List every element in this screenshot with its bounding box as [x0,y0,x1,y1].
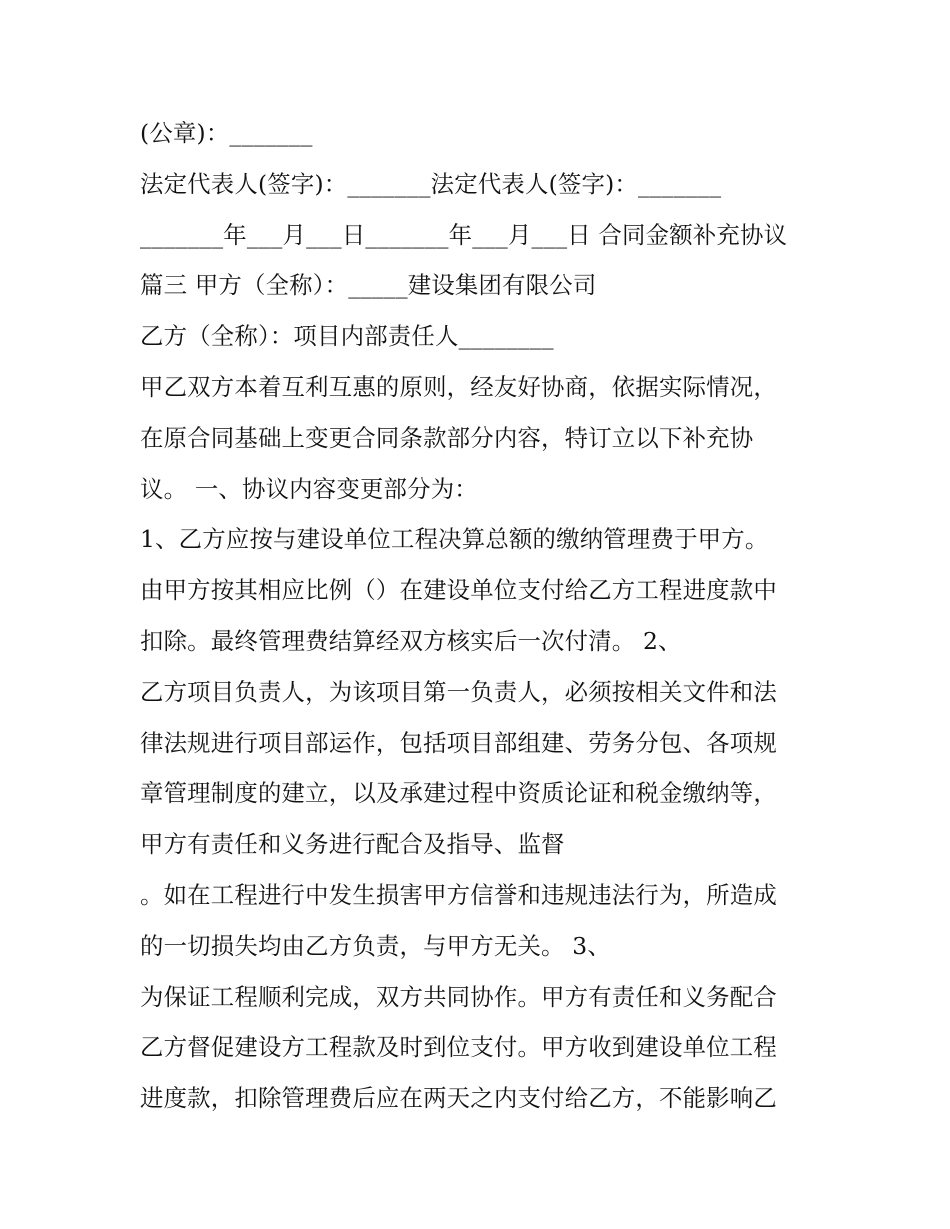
text-line: 为保证工程顺利完成，双方共同协作。甲方有责任和义务配合 [140,982,777,1011]
text-line: 在原合同基础上变更合同条款部分内容，特订立以下补充协 [140,423,754,452]
text-line: 甲方有责任和义务进行配合及指导、监督 [140,830,565,859]
text-line: 篇三 甲方（全称）：_____建设集团有限公司 [140,271,597,300]
document-body [140,108,820,1124]
text-line: 乙方项目负责人，为该项目第一负责人，必须按相关文件和法 [140,677,777,706]
text-line: 议。 一、协议内容变更部分为： [140,474,478,503]
text-line: 的一切损失均由乙方负责，与甲方无关。 3、 [140,931,611,960]
text-line: 乙方（全称）：项目内部责任人________ [140,322,554,351]
text-line: (公章)：_______ [140,119,313,147]
text-line: 乙方督促建设方工程款及时到位支付。甲方收到建设单位工程 [140,1033,777,1062]
text-line: _______年___月___日_______年___月___日 合同金额补充协议 [140,220,788,249]
text-line: 法定代表人(签字)：_______法定代表人(签字)：_______ [140,169,722,198]
text-line: 。如在工程进行中发生损害甲方信誉和违规违法行为，所造成 [140,880,777,909]
text-line: 1、乙方应按与建设单位工程决算总额的缴纳管理费于甲方。 [140,525,769,554]
text-line: 章管理制度的建立，以及承建过程中资质论证和税金缴纳等， [140,779,777,808]
text-line: 进度款，扣除管理费后应在两天之内支付给乙方，不能影响乙 [140,1084,777,1113]
text-line: 甲乙双方本着互利互惠的原则，经友好协商，依据实际情况， [140,372,777,401]
text-line: 由甲方按其相应比例（）在建设单位支付给乙方工程进度款中 [140,576,777,605]
text-line: 扣除。最终管理费结算经双方核实后一次付清。 2、 [140,626,682,655]
text-line: 律法规进行项目部运作，包括项目部组建、劳务分包、各项规 [140,728,777,757]
